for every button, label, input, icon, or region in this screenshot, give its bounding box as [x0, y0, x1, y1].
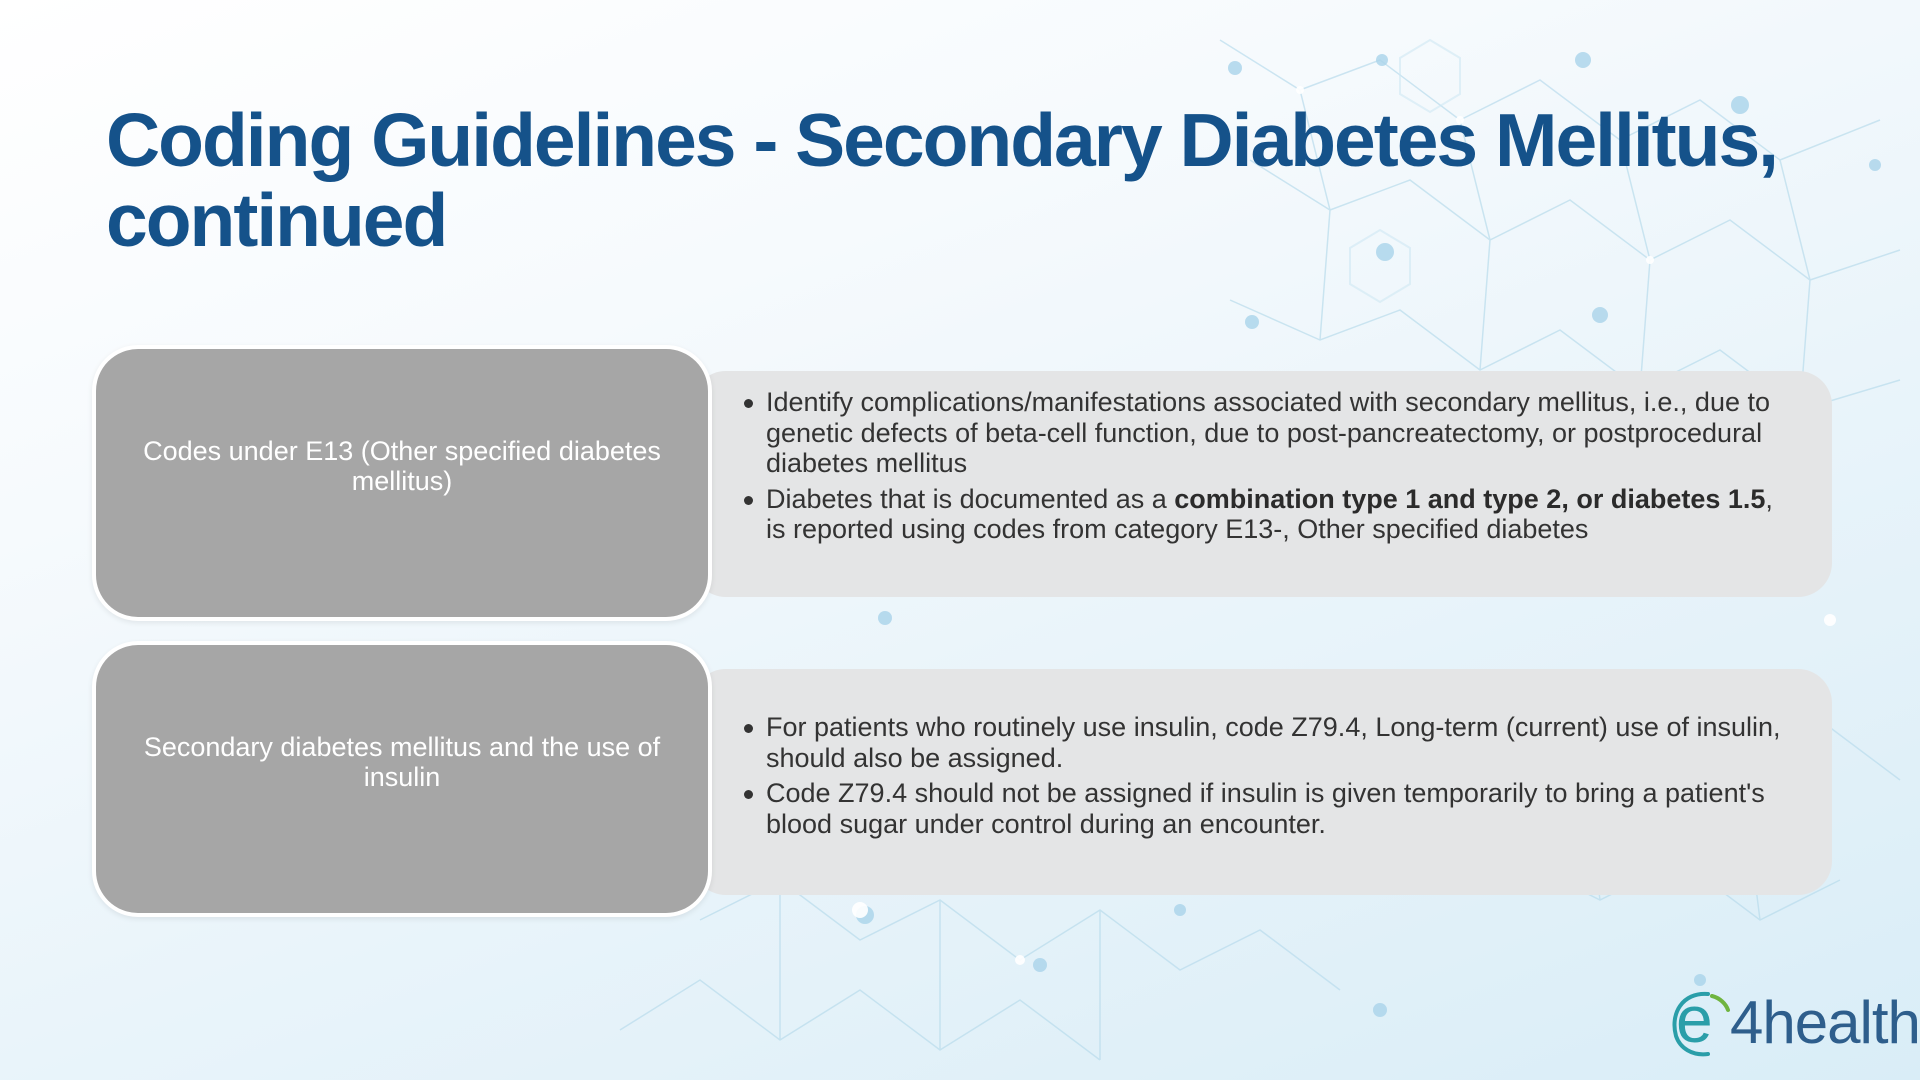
- logo-digit: 4: [1730, 989, 1763, 1056]
- bullet-list: [742, 712, 1792, 844]
- category-label: Secondary diabetes mellitus and the use of insulin: [143, 732, 661, 792]
- bullet-item: [742, 387, 1792, 479]
- bullet-text: Code Z79.4 should not be assigned if insulin is given temporarily to bring a patient's blood sugar under control during an encounter.: [766, 778, 1765, 839]
- guideline-row-e13: [92, 345, 1832, 625]
- bullet-text: Diabetes that is documented as a: [766, 483, 1175, 514]
- bullet-emphasis: combination type 1 and type 2, or diabetes 1.5: [1174, 483, 1766, 514]
- bullet-item: [742, 778, 1792, 839]
- logo-suffix: health: [1762, 989, 1920, 1056]
- bullet-text: , is reported using codes from category E13-, Other specified diabetes: [766, 483, 1773, 544]
- e4health-logo: [1668, 982, 1920, 1060]
- bullet-list: [742, 387, 1792, 550]
- bullet-item: [742, 712, 1792, 773]
- category-label-box: [92, 641, 712, 917]
- category-label: Codes under E13 (Other specified diabetes mellitus): [143, 436, 661, 496]
- bullet-text: Identify complications/manifestations associated with secondary mellitus, i.e., due to genetic defects of beta-cell function, due to post-pancreatectomy, or postprocedural diabetes mellitus: [766, 387, 1770, 478]
- category-label-box: [92, 345, 712, 621]
- bullet-item: [742, 484, 1792, 545]
- slide-title: Coding Guidelines - Secondary Diabetes Mellitus, continued: [106, 98, 1778, 262]
- logo-letter-e: e: [1676, 982, 1713, 1056]
- guideline-row-insulin: [92, 641, 1832, 923]
- logo-mark: [1668, 982, 1732, 1060]
- logo-wordmark: [1730, 986, 1920, 1060]
- bullet-text: For patients who routinely use insulin, code Z79.4, Long-term (current) use of insulin, should also be assigned.: [766, 712, 1781, 773]
